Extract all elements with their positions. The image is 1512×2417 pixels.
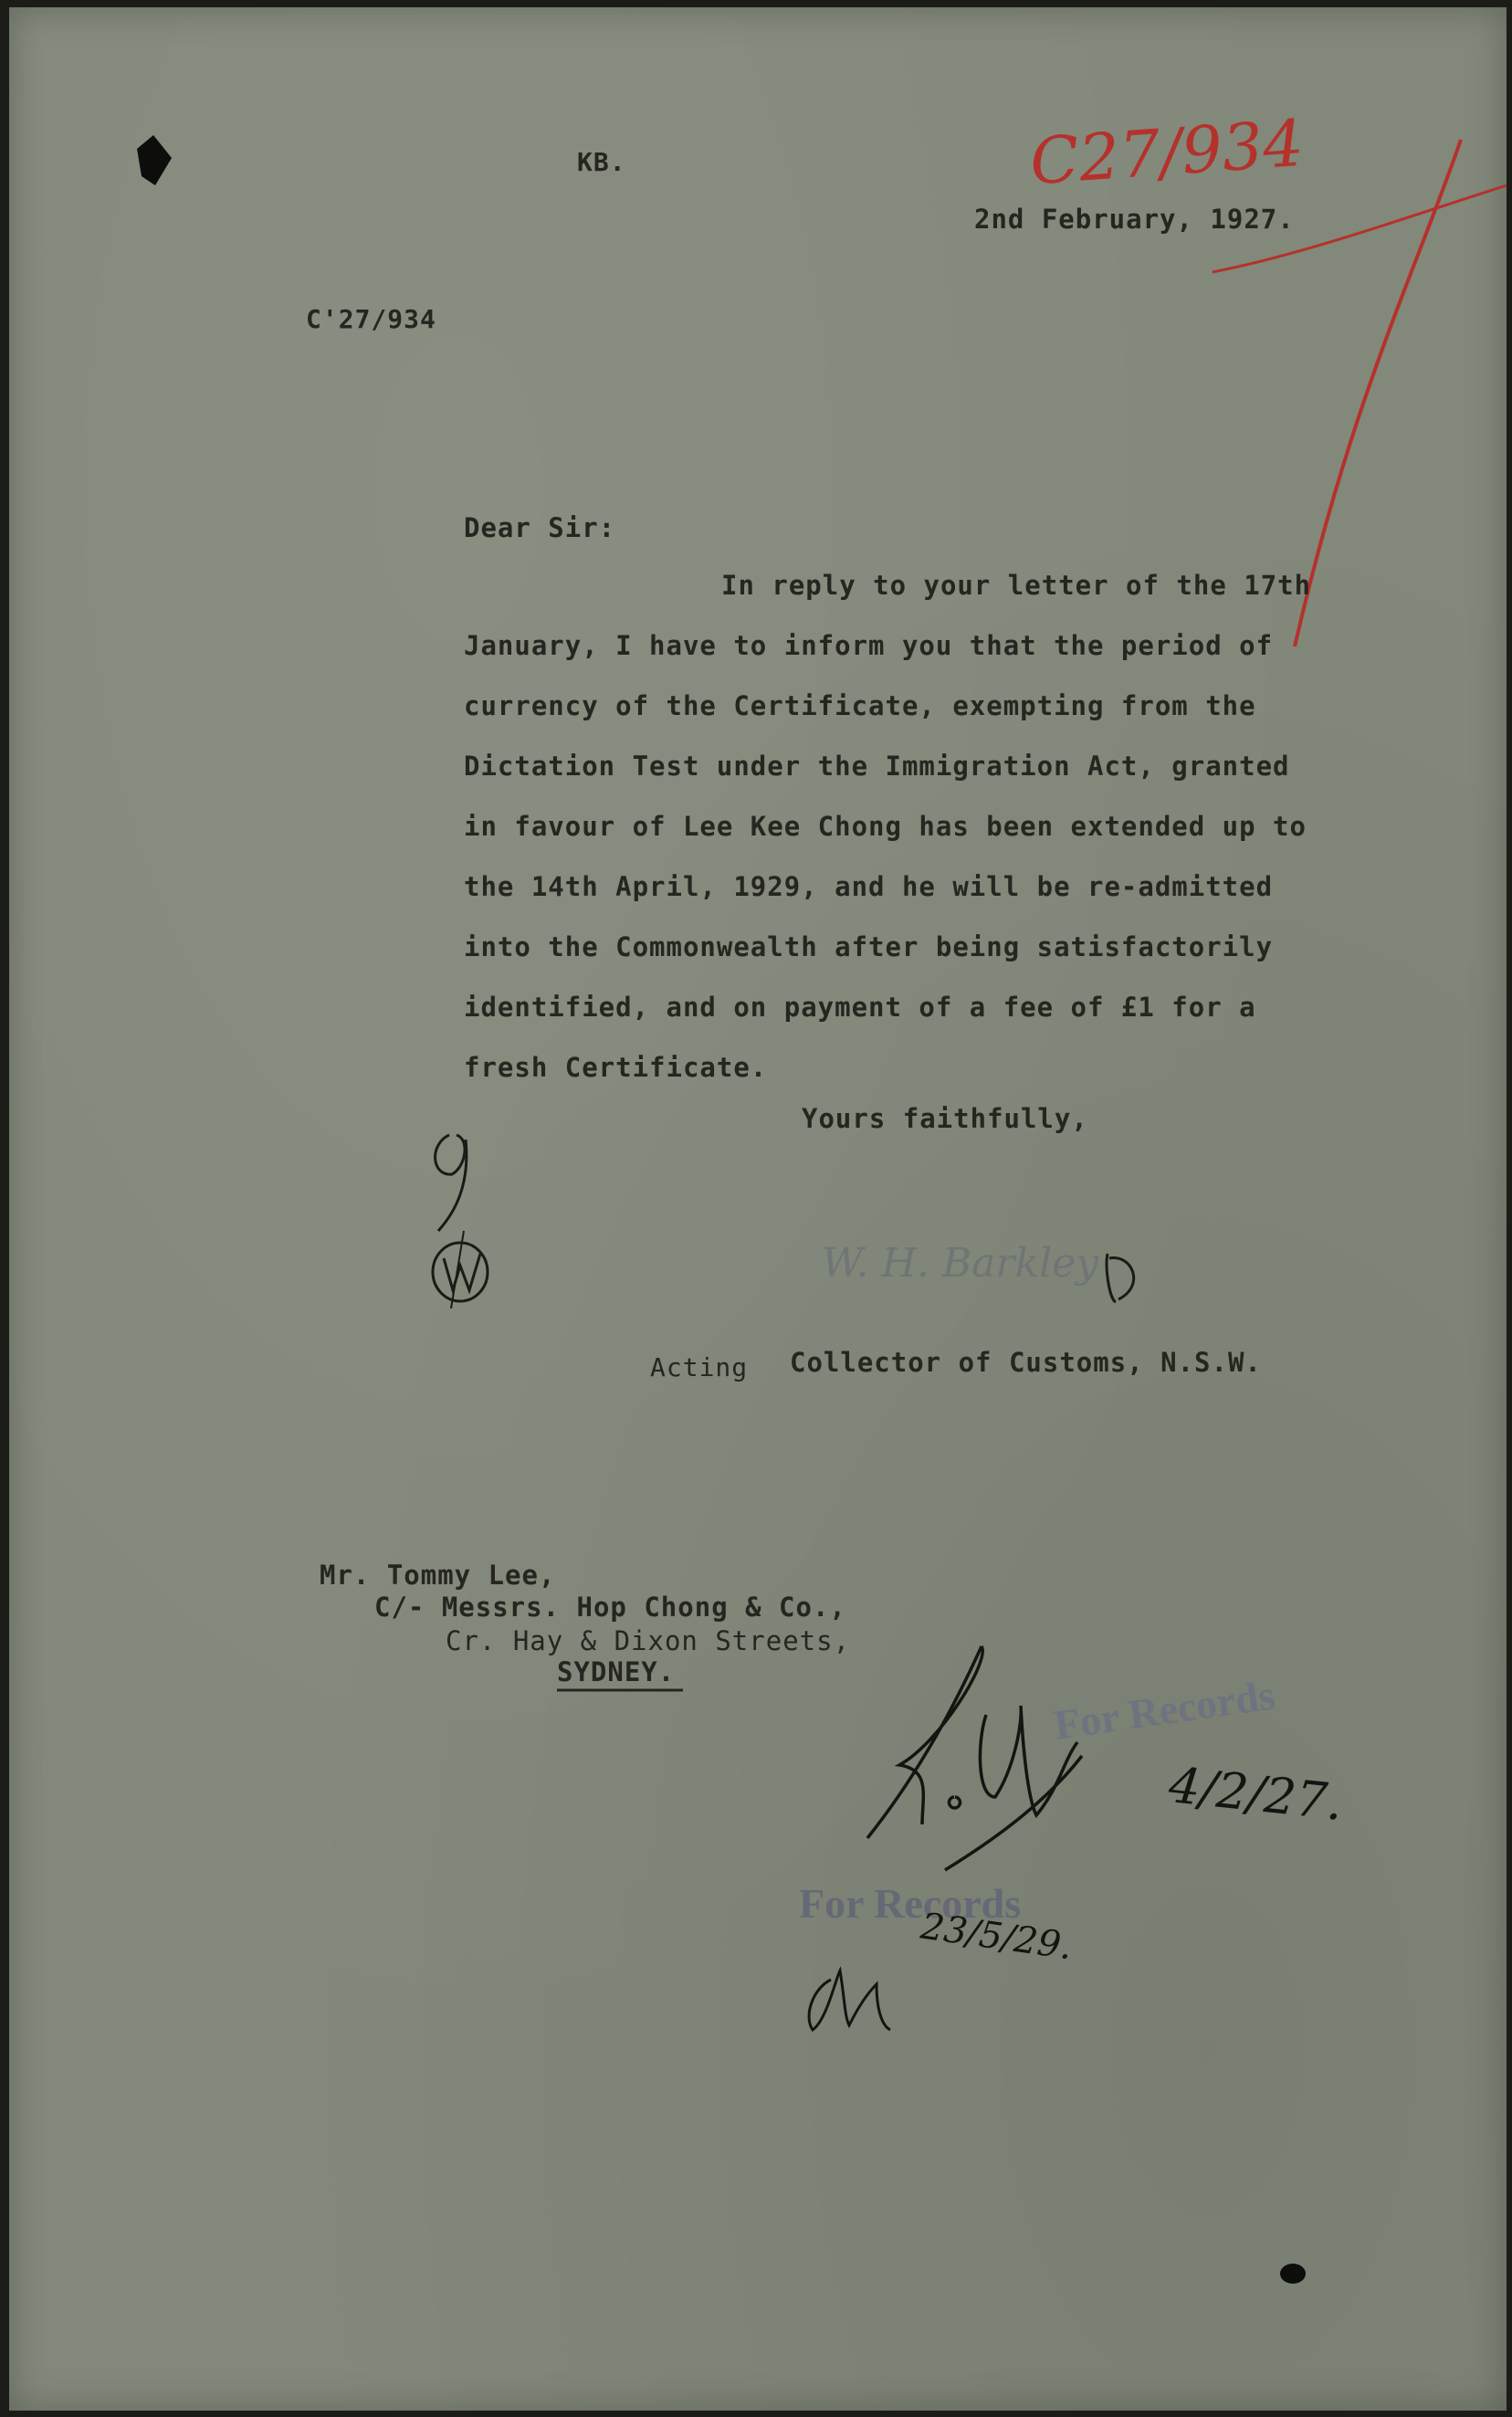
handwritten-marks bbox=[9, 7, 1507, 2411]
body-line: into the Commonwealth after being satisfactorily bbox=[464, 931, 1274, 962]
body-line: fresh Certificate. bbox=[464, 1052, 768, 1083]
punch-hole-icon bbox=[137, 135, 172, 185]
letter-date: 2nd February, 1927. bbox=[974, 204, 1295, 235]
for-records-stamp: For Records bbox=[799, 1880, 1022, 1927]
addressee-name: Mr. Tommy Lee, bbox=[320, 1560, 556, 1591]
body-line: Dictation Test under the Immigration Act, granted bbox=[464, 751, 1290, 782]
salutation: Dear Sir: bbox=[464, 512, 616, 543]
handwritten-date: 4/2/27. bbox=[1166, 1756, 1346, 1832]
addressee-care-of: C/- Messrs. Hop Chong & Co., bbox=[374, 1592, 846, 1623]
for-records-stamp: For Records bbox=[1051, 1671, 1278, 1749]
letter-body bbox=[464, 555, 1432, 1098]
body-line: in favour of Lee Kee Chong has been extended up to bbox=[464, 811, 1307, 842]
body-line: In reply to your letter of the 17th bbox=[721, 570, 1312, 601]
addressee-city: SYDNEY. bbox=[557, 1656, 676, 1687]
handwritten-date: 23/5/29. bbox=[918, 1905, 1076, 1969]
signature-stamp: W. H. Barkley bbox=[822, 1240, 1099, 1287]
typist-initials: KB. bbox=[577, 147, 626, 177]
closing: Yours faithfully, bbox=[802, 1103, 1088, 1134]
handwritten-file-reference: C27/934 bbox=[1027, 105, 1307, 200]
body-line: January, I have to inform you that the period of bbox=[464, 630, 1274, 661]
body-line: identified, and on payment of a fee of £1 for a bbox=[464, 992, 1256, 1023]
signatory-title: Collector of Customs, N.S.W. bbox=[790, 1347, 1262, 1378]
letter-page bbox=[9, 7, 1507, 2411]
signatory-acting: Acting bbox=[650, 1352, 749, 1382]
handwritten-initial-mark bbox=[436, 1135, 467, 1231]
punch-hole-icon bbox=[1280, 2264, 1306, 2284]
handwritten-signature bbox=[867, 1646, 1082, 1870]
handwritten-initials bbox=[809, 1970, 890, 2030]
file-reference: C'27/934 bbox=[306, 304, 436, 334]
body-line: the 14th April, 1929, and he will be re-admitted bbox=[464, 871, 1274, 902]
addressee-street: Cr. Hay & Dixon Streets, bbox=[446, 1625, 851, 1656]
body-line: currency of the Certificate, exempting from the bbox=[464, 690, 1256, 721]
